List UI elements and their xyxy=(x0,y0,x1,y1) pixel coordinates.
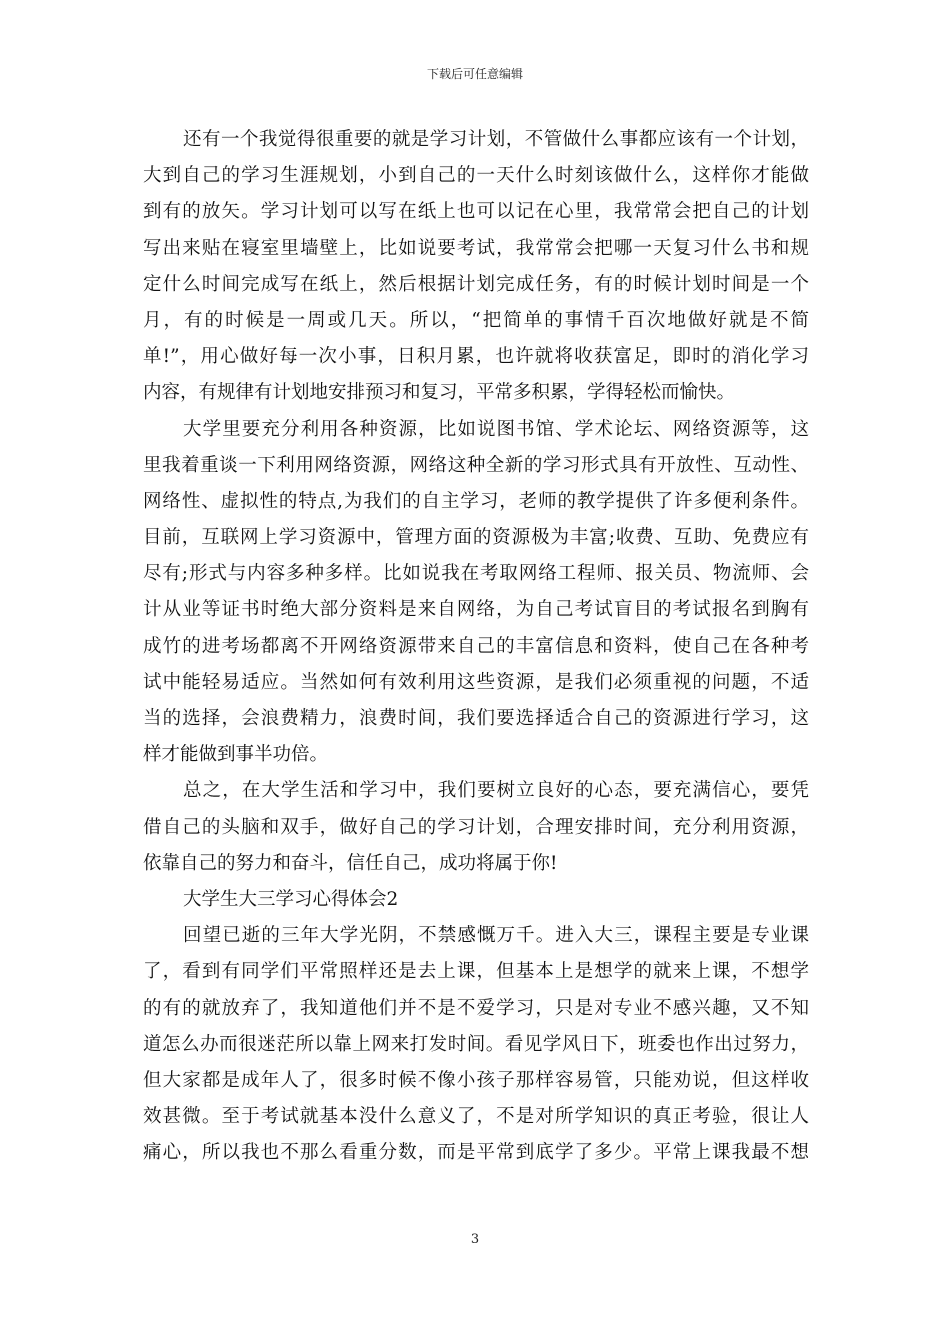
text-line: 但大家都是成年人了，很多时候不像小孩子那样容易管，只能劝说，但这样收 xyxy=(143,1069,809,1091)
text-line: 借自己的头脑和双手，做好自己的学习计划，合理安排时间，充分利用资源， xyxy=(143,816,809,838)
text-line: 定什么时间完成写在纸上，然后根据计划完成任务，有的时候计划时间是一个 xyxy=(143,273,809,295)
text-line: 样才能做到事半功倍。 xyxy=(143,744,329,766)
text-line: 内容，有规律有计划地安排预习和复习，平常多积累，学得轻松而愉快。 xyxy=(143,382,736,404)
text-line: 试中能轻易适应。当然如何有效利用这些资源，是我们必须重视的问题，不适 xyxy=(143,671,809,693)
text-line: 了，看到有同学们平常照样还是去上课，但基本上是想学的就来上课，不想学 xyxy=(143,961,809,983)
text-line: 写出来贴在寝室里墙壁上，比如说要考试，我常常会把哪一天复习什么书和规 xyxy=(143,237,809,259)
text-line: 单!”，用心做好每一次小事，日积月累，也许就将收获富足，即时的消化学习 xyxy=(143,346,809,368)
text-line: 计从业等证书时绝大部分资料是来自网络，为自己考试盲目的考试报名到胸有 xyxy=(143,599,809,621)
text-line: 当的选择，会浪费精力，浪费时间，我们要选择适合自己的资源进行学习，这 xyxy=(143,708,809,729)
text-line: 目前，互联网上学习资源中，管理方面的资源极为丰富;收费、互助、免费应有 xyxy=(143,527,809,549)
section-heading: 大学生大三学习心得体会2 xyxy=(183,888,399,910)
text-line: 的有的就放弃了，我知道他们并不是不爱学习，只是对专业不感兴趣，又不知 xyxy=(143,997,809,1019)
text-line: 到有的放矢。学习计划可以写在纸上也可以记在心里，我常常会把自己的计划 xyxy=(143,201,809,223)
text-line: 里我着重谈一下利用网络资源，网络这种全新的学习形式具有开放性、互动性、 xyxy=(143,454,809,476)
text-line: 效甚微。至于考试就基本没什么意义了，不是对所学知识的真正考验，很让人 xyxy=(143,1106,809,1128)
text-line: 月，有的时候是一周或几天。所以，“把简单的事情千百次地做好就是不简 xyxy=(143,309,809,331)
page-header: 下载后可任意编辑 xyxy=(426,67,523,81)
text-line: 成竹的进考场都离不开网络资源带来自己的丰富信息和资料，使自己在各种考 xyxy=(143,635,809,657)
text-line: 回望已逝的三年大学光阴，不禁感慨万千。进入大三，课程主要是专业课 xyxy=(183,925,809,947)
text-line: 依靠自己的努力和奋斗，信任自己，成功将属于你! xyxy=(143,852,558,874)
text-line: 网络性、虚拟性的特点,为我们的自主学习，老师的教学提供了许多便利条件。 xyxy=(143,490,809,512)
text-line: 总之，在大学生活和学习中，我们要树立良好的心态，要充满信心，要凭 xyxy=(183,780,809,802)
text-line: 还有一个我觉得很重要的就是学习计划，不管做什么事都应该有一个计划， xyxy=(183,129,809,150)
page-number: 3 xyxy=(470,1232,480,1247)
text-line: 道怎么办而很迷茫所以靠上网来打发时间。看见学风日下，班委也作出过努力， xyxy=(143,1033,809,1055)
text-line: 大到自己的学习生涯规划，小到自己的一天什么时刻该做什么，这样你才能做 xyxy=(143,165,809,187)
text-line: 痛心，所以我也不那么看重分数，而是平常到底学了多少。平常上课我最不想 xyxy=(143,1142,809,1164)
text-line: 尽有;形式与内容多种多样。比如说我在考取网络工程师、报关员、物流师、会 xyxy=(143,563,809,585)
document-body xyxy=(143,122,809,1171)
text-line: 大学里要充分利用各种资源，比如说图书馆、学术论坛、网络资源等，这 xyxy=(183,418,809,440)
